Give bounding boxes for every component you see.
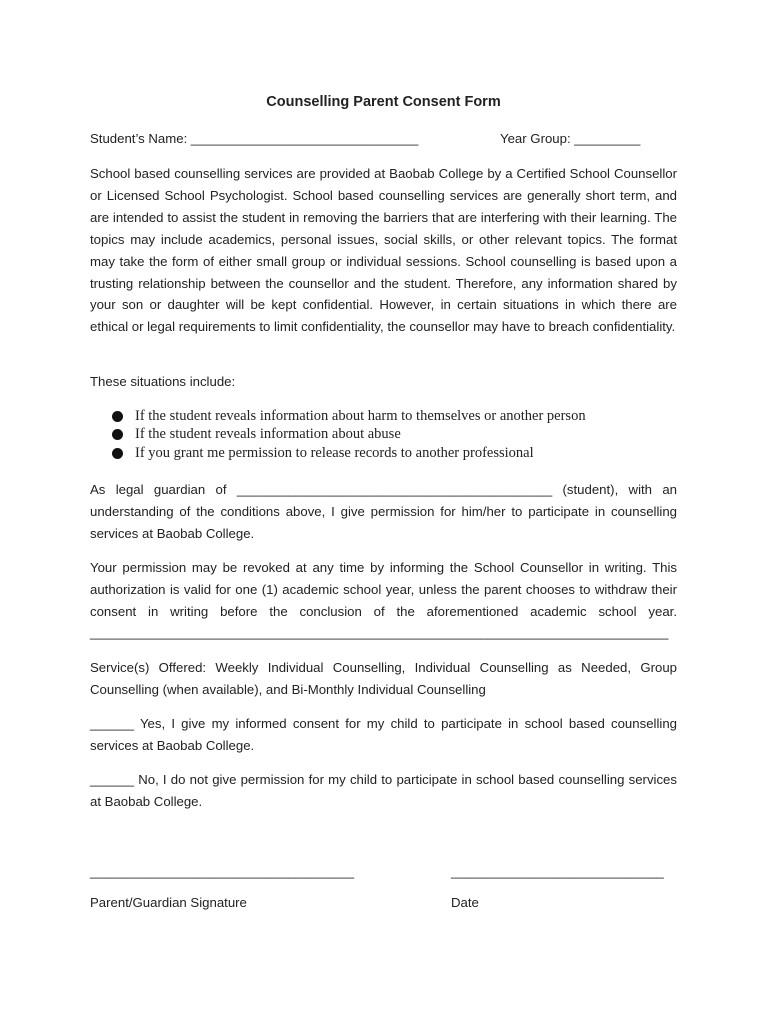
- guardian-statement[interactable]: As legal guardian of ___________________________________________ (student), with an understanding of the conditions above, I give permission for him/her to participate in counselling services at Baobab College.: [90, 482, 677, 541]
- list-item: If the student reveals information about harm to themselves or another person: [90, 407, 677, 425]
- consent-yes-option[interactable]: ______ Yes, I give my informed consent for my child to participate in school based counselling services at Baobab College.: [90, 716, 677, 753]
- separator-line: ________________________________________________________________________________: [90, 625, 669, 640]
- date-line[interactable]: _____________________________: [451, 864, 664, 879]
- consent-no-option[interactable]: ______ No, I do not give permission for my child to participate in school based counselling services at Baobab College.: [90, 772, 677, 809]
- signature-line[interactable]: ____________________________________: [90, 864, 355, 879]
- situations-heading: These situations include:: [90, 374, 236, 389]
- situations-list: [90, 407, 677, 462]
- intro-paragraph: School based counselling services are provided at Baobab College by a Certified School Counsellor or Licensed School Psychologist. School based counselling services are generally short term, and are intended to assist the student in removing the barriers that are interfering with their learning. The topics may include academics, personal issues, social skills, or other relevant topics. The format may take the form of either small group or individual sessions. School counselling is based upon a trusting relationship between the counsellor and the student. Therefore, any information shared by your son or daughter will be kept confidential. However, in certain situations in which there are ethical or legal requirements to limit confidentiality, the counsellor may have to breach confidentiality.: [90, 166, 677, 335]
- revocation-paragraph: Your permission may be revoked at any time by informing the School Counsellor in writing. This authorization is valid for one (1) academic school year, unless the parent chooses to withdraw their consent in writing before the conclusion of the aforementioned academic school year.: [90, 560, 677, 619]
- list-item: If the student reveals information about abuse: [90, 425, 677, 443]
- student-name-field[interactable]: Student’s Name: _______________________________: [90, 131, 419, 146]
- year-group-field[interactable]: Year Group: _________: [500, 131, 641, 146]
- signature-label: Parent/Guardian Signature: [90, 895, 247, 910]
- bullet-icon: [112, 448, 123, 459]
- services-offered: Service(s) Offered: Weekly Individual Counselling, Individual Counselling as Needed, Group Counselling (when available), and Bi-Monthly Individual Counselling: [90, 660, 677, 697]
- student-info-row: [90, 131, 677, 146]
- bullet-icon: [112, 411, 123, 422]
- bullet-icon: [112, 429, 123, 440]
- list-item: If you grant me permission to release records to another professional: [90, 444, 677, 462]
- page-title: Counselling Parent Consent Form: [266, 94, 501, 110]
- date-label: Date: [451, 895, 479, 910]
